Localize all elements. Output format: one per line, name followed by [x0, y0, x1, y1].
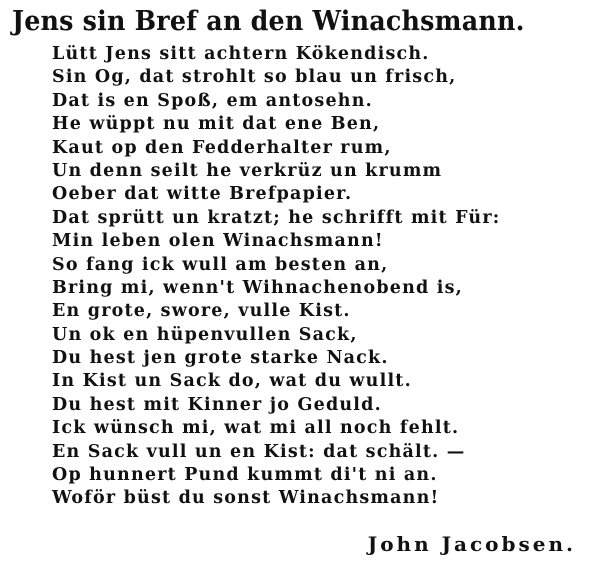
poem-line: En Sack vull un en Kist: dat schält. —	[52, 441, 466, 462]
poem-line: Kaut op den Fedderhalter rum,	[52, 137, 392, 158]
poem-line: Dat is en Spoß, em antosehn.	[52, 90, 373, 111]
poem-line: Bring mi, wenn't Wihnachenobend is,	[52, 277, 463, 298]
poem-line: Oeber dat witte Brefpapier.	[52, 184, 353, 205]
poem-line: Op hunnert Pund kummt di't ni an.	[52, 465, 438, 486]
poem-line: Un denn seilt he verkrüz un krumm	[52, 160, 443, 181]
poem-line: Woför büst du sonst Winachsmann!	[52, 488, 440, 509]
poem-body	[52, 43, 572, 511]
poem-line: Du hest mit Kinner jo Geduld.	[52, 394, 382, 415]
poem-line: Du hest jen grote starke Nack.	[52, 348, 389, 369]
poem-line: Ick wünsch mi, wat mi all noch fehlt.	[52, 418, 460, 439]
poem-line: Sin Og, dat strohlt so blau un frisch,	[52, 67, 457, 88]
poem-line: Min leben olen Winachsmann!	[52, 231, 384, 252]
poem-line: In Kist un Sack do, wat du wullt.	[52, 371, 412, 392]
poem-line: He wüppt nu mit dat ene Ben,	[52, 114, 381, 135]
poem-line: En grote, swore, vulle Kist.	[52, 301, 351, 322]
poem-line: Lütt Jens sitt achtern Kökendisch.	[52, 44, 430, 64]
poem-line: So fang ick wull am besten an,	[52, 254, 389, 275]
author-signature: John Jacobsen.	[367, 532, 576, 556]
poem-line: Dat sprütt un kratzt; he schrifft mit Für:	[52, 207, 501, 228]
poem-title: Jens sin Bref an den Winachsmann.	[12, 6, 525, 37]
poem-line: Un ok en hüpenvullen Sack,	[52, 324, 358, 345]
